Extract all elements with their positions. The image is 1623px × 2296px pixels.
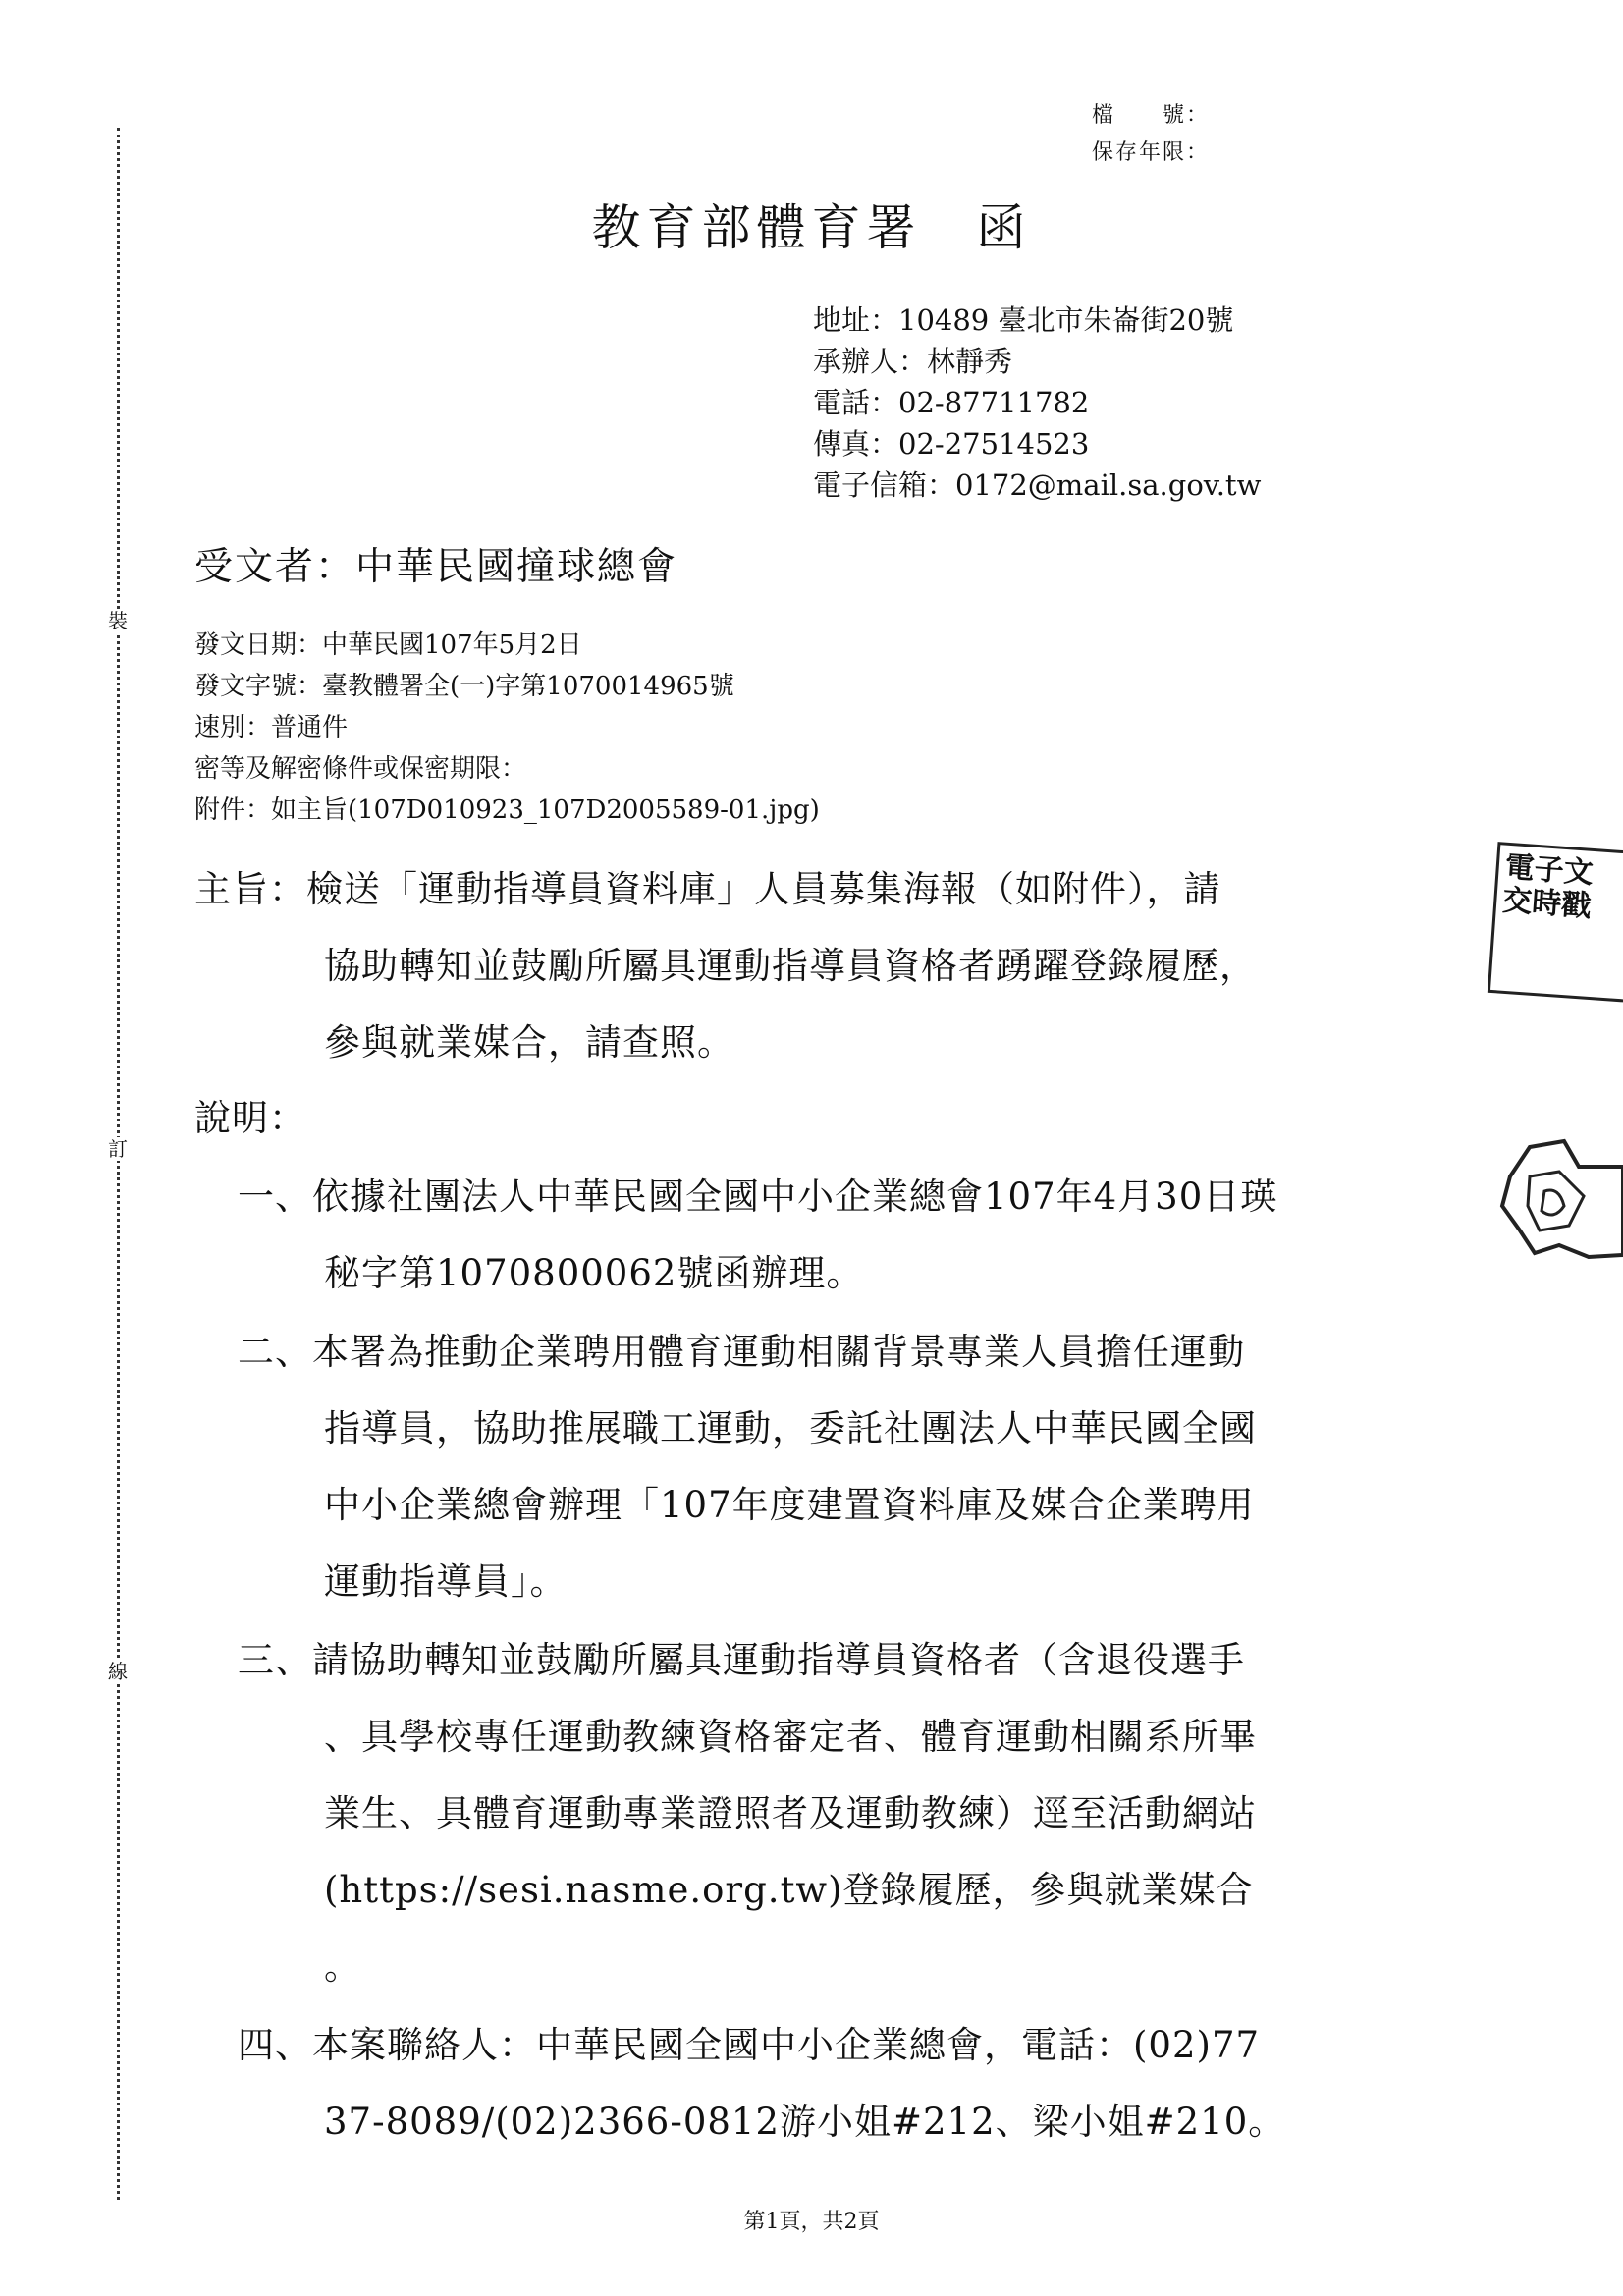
item-2-line-4: 運動指導員」。	[324, 1560, 568, 1603]
issue-date: 發文日期：中華民國107年5月2日	[194, 630, 582, 660]
subject-line-3: 參與就業媒合，請查照。	[324, 1021, 734, 1064]
binding-margin-line	[117, 128, 120, 2200]
item-1-line-2: 秘字第1070800062號函辦理。	[324, 1252, 864, 1294]
binding-mark-ding: 訂	[108, 1137, 128, 1161]
binding-mark-zhuang: 裝	[108, 609, 128, 632]
item-4-line-1: 四、本案聯絡人：中華民國全國中小企業總會，電話：(02)77	[238, 2024, 1261, 2066]
item-2-line-3: 中小企業總會辦理「107年度建置資料庫及媒合企業聘用	[324, 1484, 1255, 1526]
binding-mark-xian: 線	[108, 1660, 128, 1683]
subject-line-2: 協助轉知並鼓勵所屬具運動指導員資格者踴躍登錄履歷，	[324, 945, 1257, 987]
address: 地址：10489 臺北市朱崙街20號	[813, 303, 1234, 337]
subject-line-1: 主旨：檢送「運動指導員資料庫」人員募集海報（如附件），請	[194, 868, 1221, 910]
delivery-speed: 速別：普通件	[194, 713, 349, 742]
fax: 傳真：02-27514523	[813, 427, 1090, 461]
item-3-line-1: 三、請協助轉知並鼓勵所屬具運動指導員資格者（含退役選手	[238, 1639, 1245, 1681]
seal-mark-icon	[1490, 1137, 1623, 1265]
retention-label: 保存年限：	[1092, 140, 1211, 165]
page-number: 第1頁，共2頁	[743, 2210, 880, 2234]
document-title: 教育部體育署 函	[591, 199, 1032, 256]
item-2-line-1: 二、本署為推動企業聘用體育運動相關背景專業人員擔任運動	[238, 1331, 1245, 1373]
explanation-label: 說明：	[194, 1097, 306, 1139]
email: 電子信箱：0172@mail.sa.gov.tw	[813, 468, 1262, 502]
phone: 電話：02-87711782	[813, 386, 1090, 419]
attachment: 附件：如主旨(107D010923_107D2005589-01.jpg)	[194, 795, 820, 825]
electronic-transfer-stamp	[1488, 842, 1623, 1003]
item-2-line-2: 指導員，協助推展職工運動，委託社團法人中華民國全國	[324, 1407, 1257, 1449]
stamp-text: 電子文交時戳	[1501, 849, 1595, 924]
issue-number: 發文字號：臺教體署全(一)字第1070014965號	[194, 672, 734, 701]
secrecy-level: 密等及解密條件或保密期限：	[194, 754, 527, 784]
item-3-line-5: 。	[324, 1945, 361, 1988]
item-3-line-4: (https://sesi.nasme.org.tw)登錄履歷，參與就業媒合	[324, 1869, 1254, 1911]
item-3-line-3: 業生、具體育運動專業證照者及運動教練）逕至活動網站	[324, 1792, 1257, 1834]
item-4-line-2: 37-8089/(02)2366-0812游小姐#212、梁小姐#210。	[324, 2101, 1286, 2143]
handler: 承辦人：林靜秀	[813, 345, 1013, 378]
item-1-line-1: 一、依據社團法人中華民國全國中小企業總會107年4月30日瑛	[238, 1175, 1278, 1218]
file-number-label: 檔 號：	[1092, 103, 1211, 128]
recipient: 受文者：中華民國撞球總會	[194, 545, 678, 589]
item-3-line-2: 、具學校專任運動教練資格審定者、體育運動相關系所畢	[324, 1716, 1257, 1758]
